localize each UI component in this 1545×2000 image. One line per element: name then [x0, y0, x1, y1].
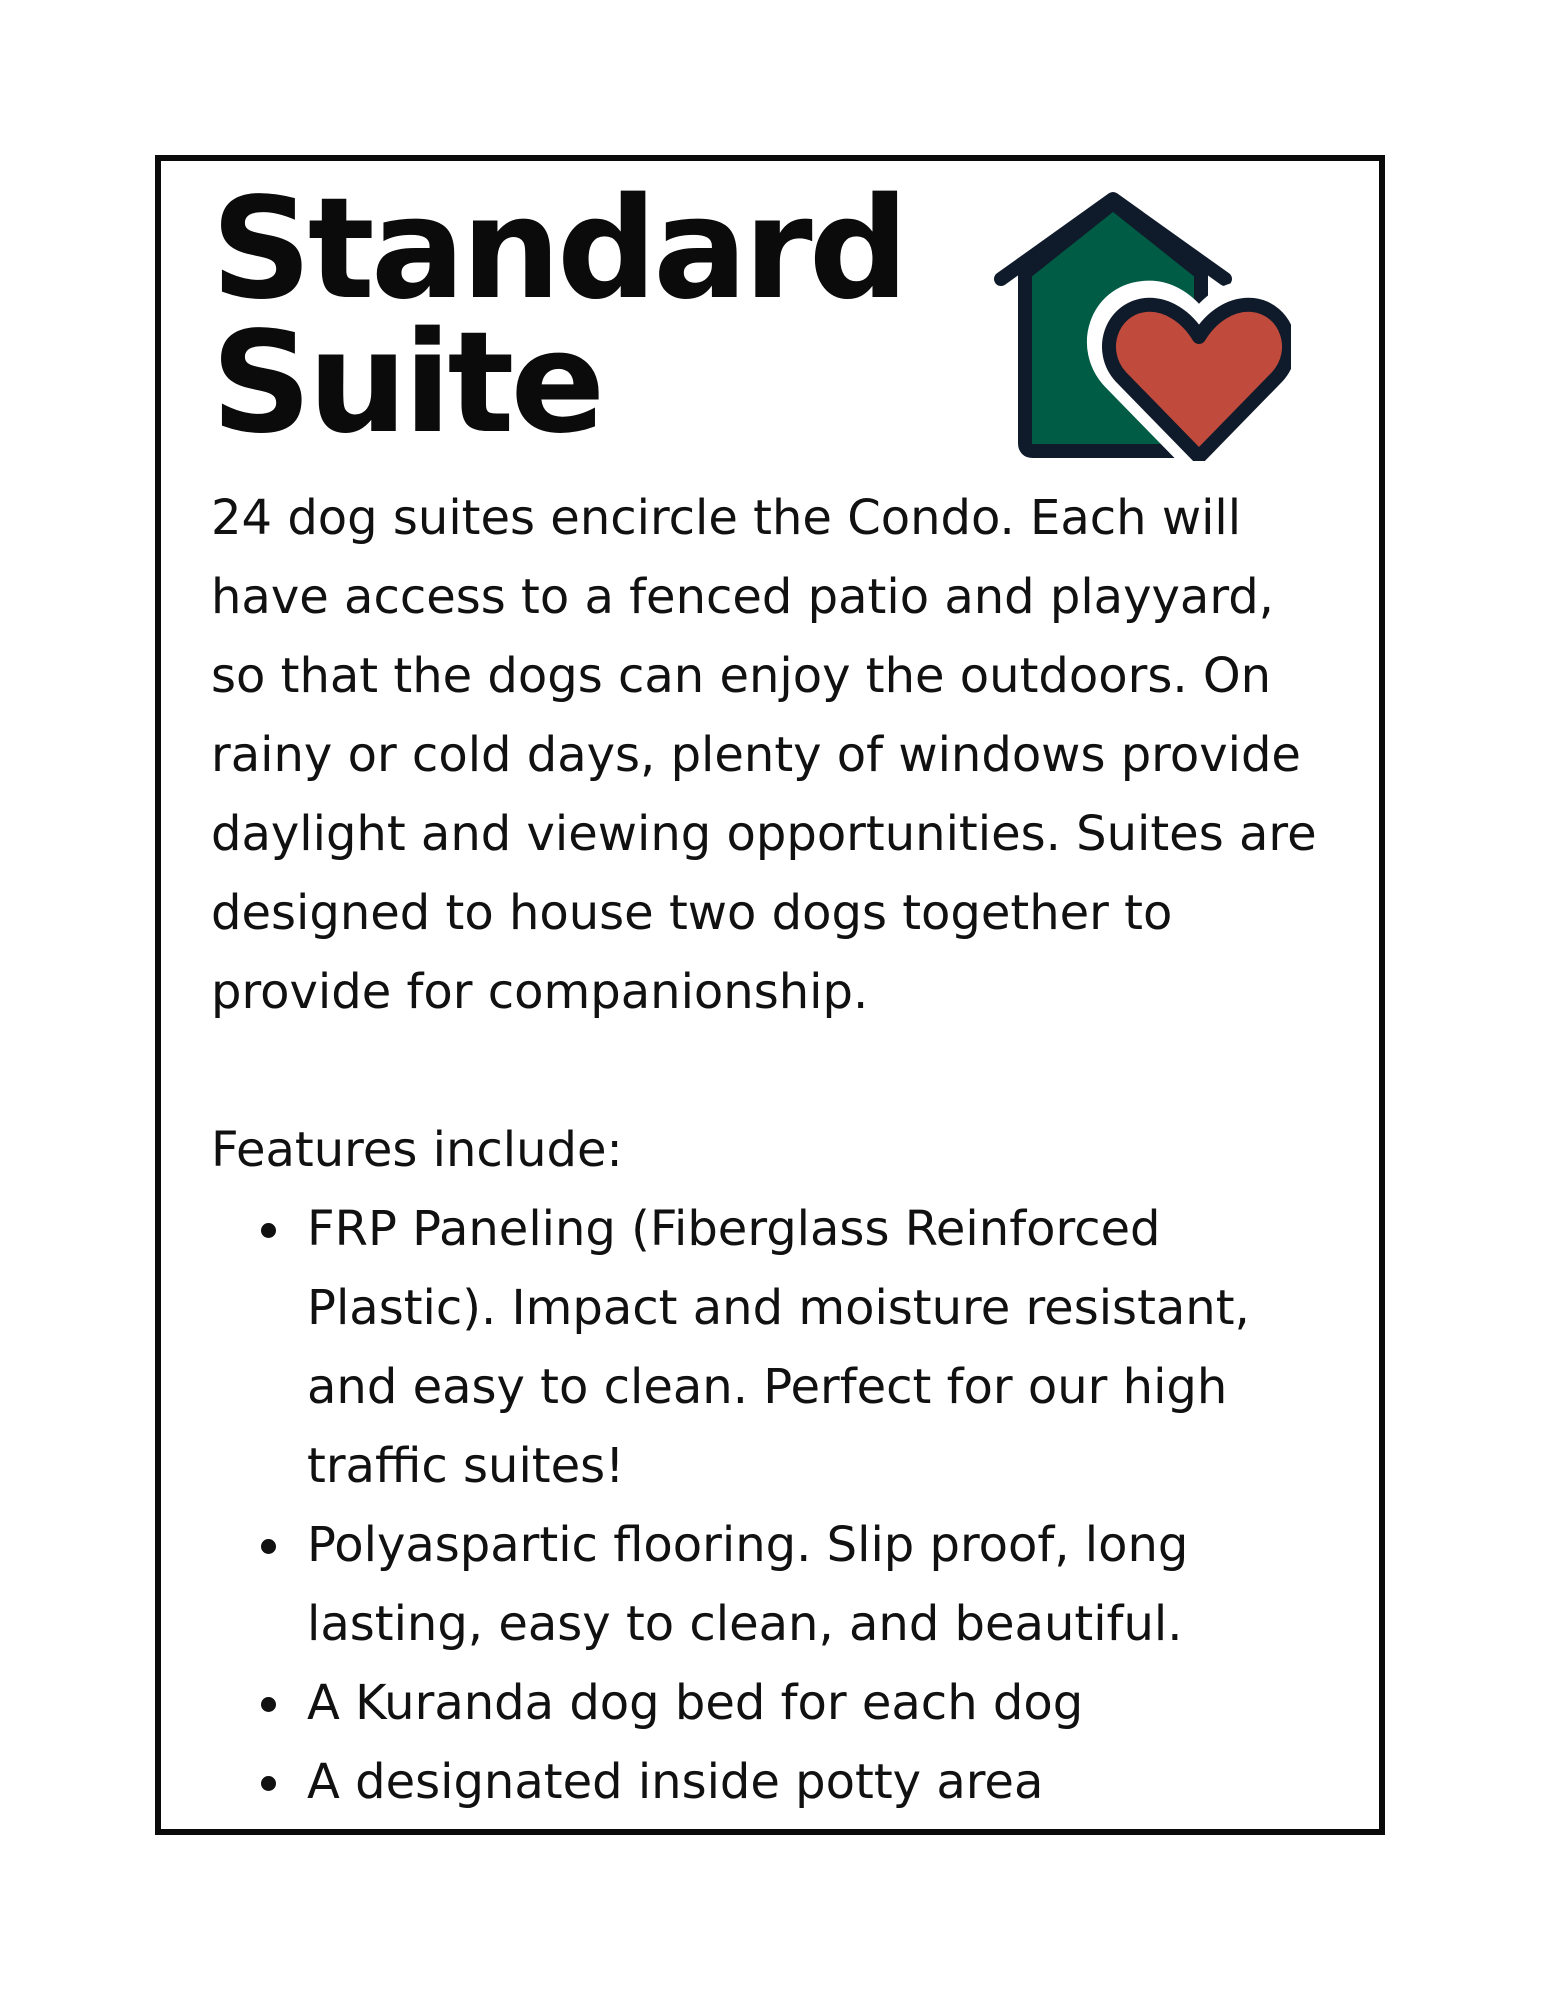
- feature-item-potty-area: A designated inside potty area: [307, 1743, 1317, 1822]
- feature-list: [211, 1190, 1317, 1822]
- features-heading: Features include:: [211, 1122, 623, 1178]
- content: [211, 479, 1351, 1822]
- feature-item-kuranda-bed: A Kuranda dog bed for each dog: [307, 1664, 1317, 1743]
- title-line-1: Standard: [211, 168, 905, 331]
- house-heart-icon: [991, 191, 1291, 461]
- feature-item-frp-paneling: FRP Paneling (Fiberglass Reinforced Plastic). Impact and moisture resistant, and easy to clean. Perfect for our high traffic suites!: [307, 1190, 1317, 1506]
- page-title: [211, 168, 905, 465]
- title-line-2: Suite: [211, 302, 602, 465]
- intro-paragraph: 24 dog suites encircle the Condo. Each will have access to a fenced patio and playyard, so that the dogs can enjoy the outdoors. On rainy or cold days, plenty of windows provide daylight and viewing opportunities. Suites are designed to house two dogs together to provide for companionship.: [211, 490, 1317, 1020]
- feature-item-polyaspartic-flooring: Polyaspartic flooring. Slip proof, long lasting, easy to clean, and beautiful.: [307, 1506, 1317, 1664]
- suite-card: [155, 155, 1385, 1835]
